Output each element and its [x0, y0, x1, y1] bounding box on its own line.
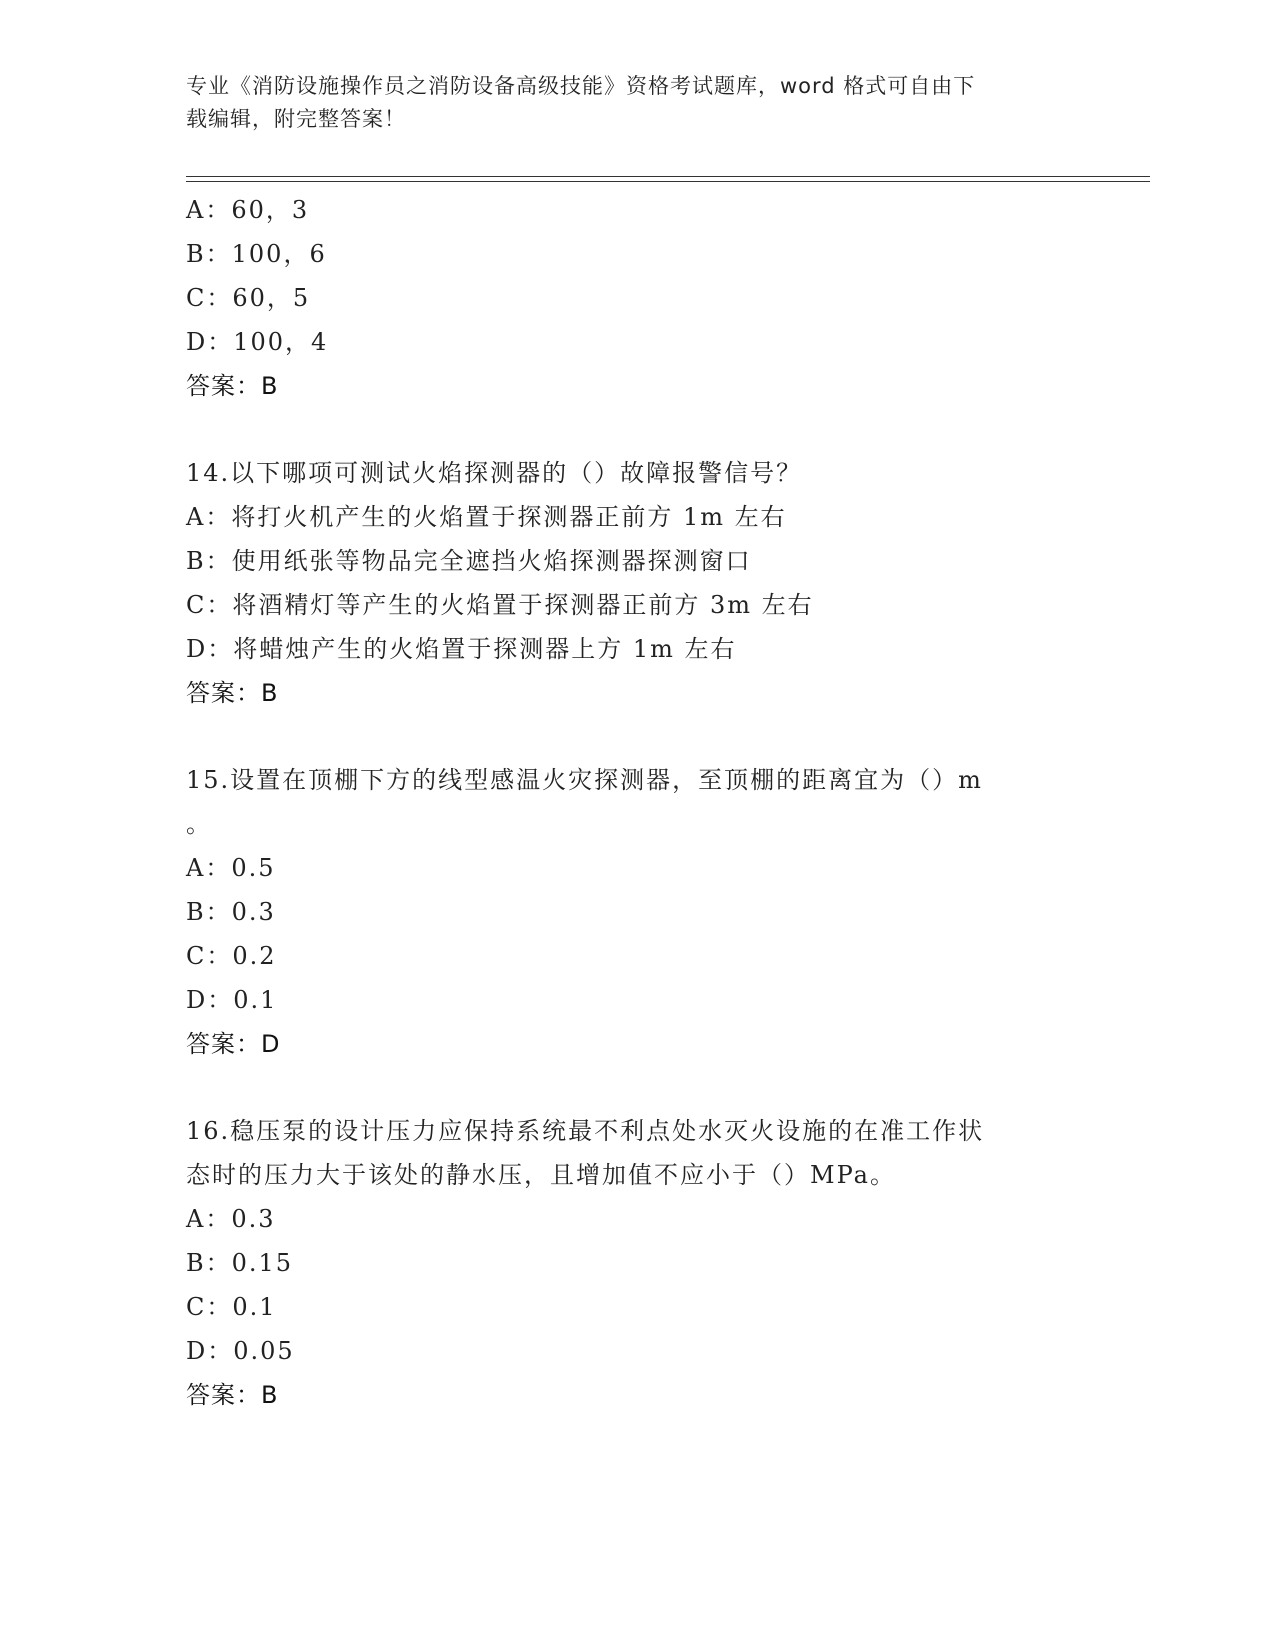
- q14-option-d: D：将蜡烛产生的火焰置于探测器上方 1m 左右: [186, 635, 737, 663]
- q16-stem-line-1: 16.稳压泵的设计压力应保持系统最不利点处水灭火设施的在准工作状: [186, 1117, 985, 1145]
- q16-option-b: B：0.15: [186, 1249, 294, 1277]
- q16-stem-line-2: 态时的压力大于该处的静水压，且增加值不应小于（）MPa。: [186, 1161, 896, 1189]
- q15-option-d: D：0.1: [186, 986, 278, 1014]
- q14-option-b: B：使用纸张等物品完全遮挡火焰探测器探测窗口: [186, 547, 752, 575]
- q15-stem-line-1: 15.设置在顶棚下方的线型感温火灾探测器，至顶棚的距离宜为（）m: [186, 766, 983, 794]
- q16-option-c: C：0.1: [186, 1293, 277, 1321]
- header-line-2: 载编辑，附完整答案！: [186, 107, 406, 131]
- header-divider-top: [186, 176, 1150, 177]
- q15-option-c: C：0.2: [186, 942, 277, 970]
- q16-option-a: A：0.3: [186, 1205, 276, 1233]
- header-divider-bottom: [186, 181, 1150, 182]
- q16-option-d: D：0.05: [186, 1337, 295, 1365]
- q15-option-a: A：0.5: [186, 854, 276, 882]
- q15-stem-line-2: 。: [186, 810, 212, 838]
- header-line-1: 专业《消防设施操作员之消防设备高级技能》资格考试题库，word 格式可自由下: [186, 74, 976, 98]
- q14-stem: 14.以下哪项可测试火焰探测器的（）故障报警信号？: [186, 459, 803, 487]
- q16-answer: 答案：B: [186, 1381, 279, 1409]
- q15-option-b: B：0.3: [186, 898, 276, 926]
- q13-option-c: C：60，5: [186, 284, 311, 312]
- document-header: [186, 70, 1066, 136]
- q14-option-c: C：将酒精灯等产生的火焰置于探测器正前方 3m 左右: [186, 591, 814, 619]
- q13-option-a: A：60，3: [186, 196, 310, 224]
- q13-option-b: B：100，6: [186, 240, 327, 268]
- q14-answer: 答案：B: [186, 679, 279, 707]
- q13-answer: 答案：B: [186, 372, 279, 400]
- q15-answer: 答案：D: [186, 1030, 281, 1058]
- q13-option-d: D：100，4: [186, 328, 329, 356]
- q14-option-a: A：将打火机产生的火焰置于探测器正前方 1m 左右: [186, 503, 787, 531]
